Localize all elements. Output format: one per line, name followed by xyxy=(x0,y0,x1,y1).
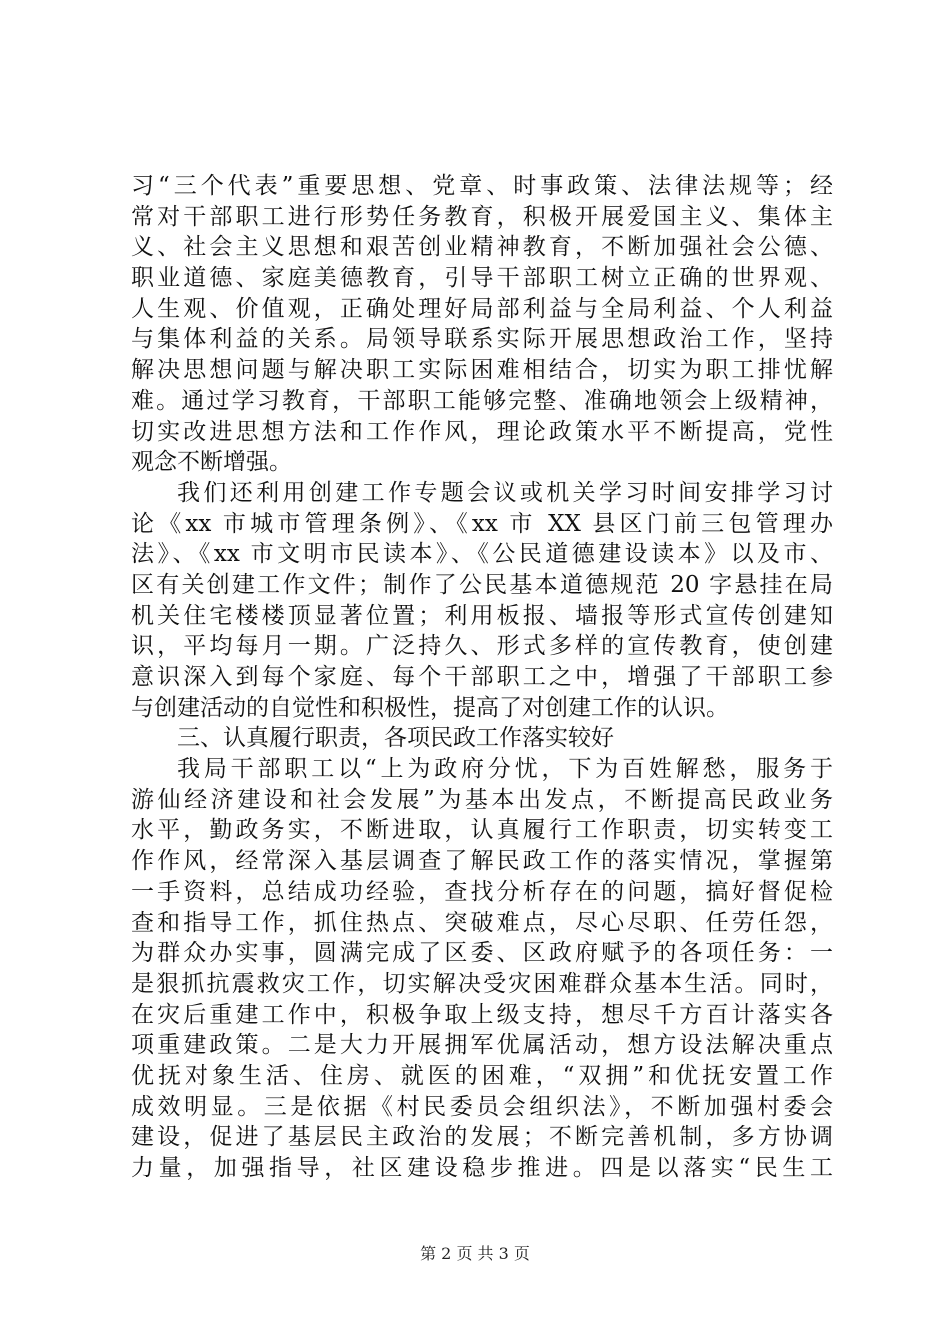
text-line: 查和指导工作，抓住热点、突破难点，尽心尽职、任劳任怨， xyxy=(131,909,833,936)
text-line: 成效明显。三是依据《村民委员会组织法》，不断加强村委会 xyxy=(131,1093,833,1120)
text-line: 常对干部职工进行形势任务教育，积极开展爱国主义、集体主 xyxy=(131,203,833,230)
text-line: 机关住宅楼楼顶显著位置；利用板报、墙报等形式宣传创建知 xyxy=(131,602,833,629)
text-line: 水平，勤政务实，不断进取，认真履行工作职责，切实转变工 xyxy=(131,817,833,844)
text-line: 作作风，经常深入基层调查了解民政工作的落实情况，掌握第 xyxy=(131,848,833,875)
text-line: 力量，加强指导，社区建设稳步推进。四是以落实“民生工 xyxy=(131,1155,833,1181)
text-line: 论《xx 市城市管理条例》、《xx 市 XX 县区门前三包管理办 xyxy=(131,510,833,537)
text-line: 游仙经济建设和社会发展”为基本出发点，不断提高民政业务 xyxy=(131,786,833,813)
text-line: 人生观、价值观，正确处理好局部利益与全局利益、个人利益 xyxy=(131,295,833,322)
text-line: 是狠抓抗震救灾工作，切实解决受灾困难群众基本生活。同时， xyxy=(131,970,833,997)
text-line: 解决思想问题与解决职工实际困难相结合，切实为职工排忧解 xyxy=(131,357,833,384)
document-body xyxy=(131,171,833,1184)
text-line: 一手资料，总结成功经验，查找分析存在的问题，搞好督促检 xyxy=(131,878,833,905)
text-line: 与创建活动的自觉性和积极性，提高了对创建工作的认识。 xyxy=(131,694,729,721)
text-line: 建设，促进了基层民主政治的发展；不断完善机制，多方协调 xyxy=(131,1124,833,1151)
text-line: 难。通过学习教育，干部职工能够完整、准确地领会上级精神， xyxy=(131,387,833,414)
text-line: 切实改进思想方法和工作作风，理论政策水平不断提高，党性 xyxy=(131,418,833,445)
text-line: 识，平均每月一期。广泛持久、形式多样的宣传教育，使创建 xyxy=(131,633,833,660)
text-line: 法》、《xx 市文明市民读本》、《公民道德建设读本》以及市、 xyxy=(131,541,833,568)
text-line: 在灾后重建工作中，积极争取上级支持，想尽千方百计落实各 xyxy=(131,1001,833,1028)
text-line: 观念不断增强。 xyxy=(131,449,292,476)
text-line: 三、认真履行职责，各项民政工作落实较好 xyxy=(177,725,614,752)
text-line: 习“三个代表”重要思想、党章、时事政策、法律法规等；经 xyxy=(131,173,833,199)
text-line: 项重建政策。二是大力开展拥军优属活动，想方设法解决重点 xyxy=(131,1032,833,1059)
text-line: 我局干部职工以“上为政府分忧，下为百姓解愁，服务于 xyxy=(177,756,833,783)
text-line: 与集体利益的关系。局领导联系实际开展思想政治工作，坚持 xyxy=(131,326,833,353)
text-line: 职业道德、家庭美德教育，引导干部职工树立正确的世界观、 xyxy=(131,265,833,292)
text-line: 优抚对象生活、住房、就医的困难，“双拥”和优抚安置工作 xyxy=(131,1062,833,1089)
text-line: 我们还利用创建工作专题会议或机关学习时间安排学习讨 xyxy=(177,479,833,506)
text-line: 意识深入到每个家庭、每个干部职工之中，增强了干部职工参 xyxy=(131,664,833,690)
text-line: 区有关创建工作文件；制作了公民基本道德规范 20 字悬挂在局 xyxy=(131,571,833,598)
page-footer: 第 2 页 共 3 页 xyxy=(420,1244,530,1263)
text-line: 义、社会主义思想和艰苦创业精神教育，不断加强社会公德、 xyxy=(131,234,833,261)
text-line: 为群众办实事，圆满完成了区委、区政府赋予的各项任务：一 xyxy=(131,940,833,967)
